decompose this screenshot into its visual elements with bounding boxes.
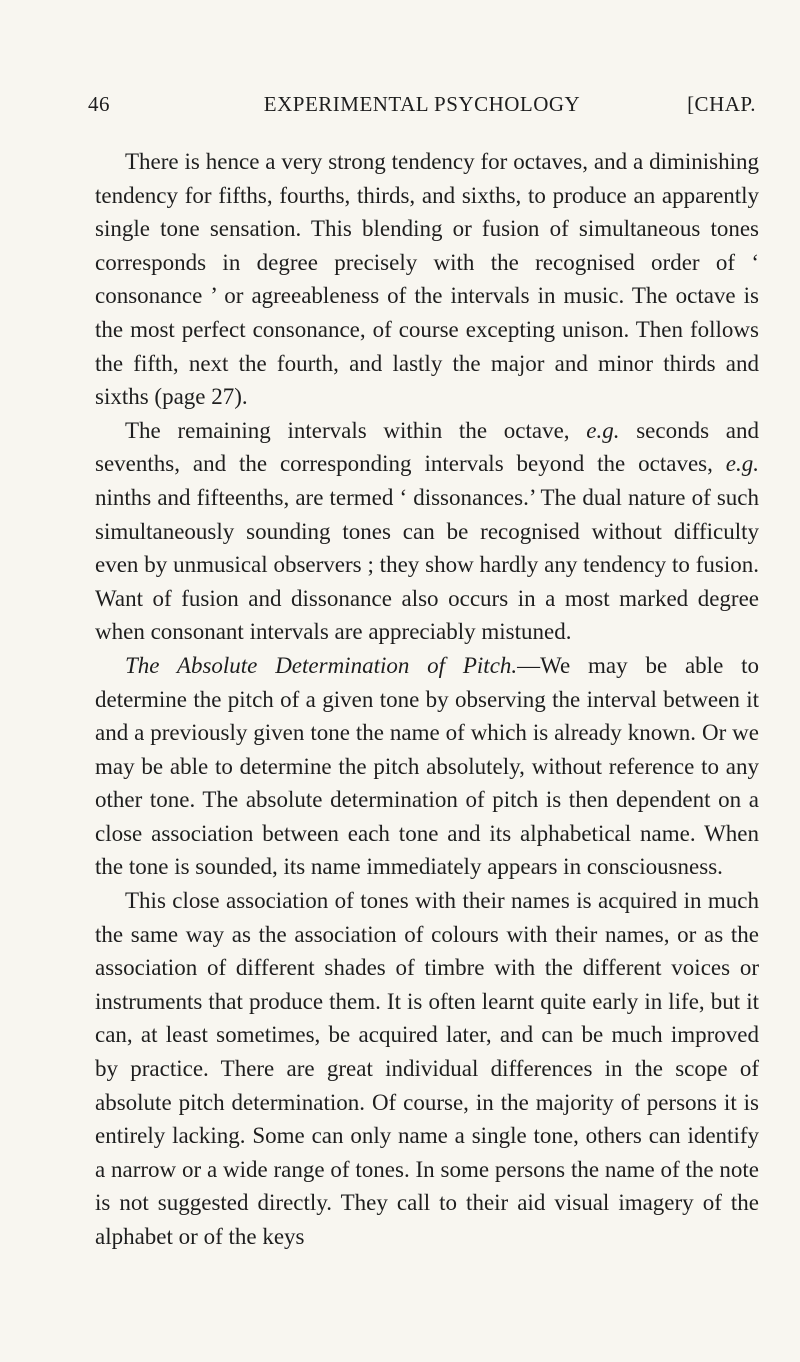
text-run: ninths and fifteenths, are termed ‘ dissonances.’ The dual nature of such simultaneously sounding tones can be recognised without difficulty even by unmusical observers ; they show hardly any tendency to fusion. Want of fusion and dissonance also occurs in a most marked degree when consonant intervals are appreciably mistuned. — [95, 484, 759, 645]
paragraph-dissonance — [95, 414, 759, 649]
chapter-mark: [CHAP. — [687, 92, 756, 116]
section-heading-italic: The Absolute Determination of Pitch. — [125, 652, 518, 678]
page-body — [95, 145, 759, 1254]
paragraph-absolute-pitch — [95, 649, 759, 884]
text-run: The remaining intervals within the octave, — [125, 417, 587, 443]
text-run: seconds and sevenths, and the corresponding intervals beyond the octaves, — [95, 417, 759, 477]
text-run: —We may be able to determine the pitch of a given tone by observing the interval between it and a previously given tone the name of which is already known. Or we may be able to determine the pitch absolutely, without reference to any other tone. The absolute determination of pitch is then dependent on a close association between each tone and its alphabetical name. When the tone is sounded, its name immediately appears in consciousness. — [95, 652, 759, 880]
italic-run: e.g. — [725, 451, 759, 477]
running-title: EXPERIMENTAL PSYCHOLOGY — [263, 92, 581, 116]
text-run: This close association of tones with their names is acquired in much the same way as the association of colours with their names, or as the association of different shades of timbre with the different voices or instruments that produce them. It is often learnt quite early in life, but it can, at least sometimes, be acquired later, and can be much improved by practice. There are great individual differences in the scope of absolute pitch determination. Of course, in the majority of persons it is entirely lacking. Some can only name a single tone, others can identify a narrow or a wide range of tones. In some persons the name of the note is not suggested directly. They call to their aid visual imagery of the alphabet or of the keys — [95, 888, 759, 1249]
paragraph-association — [95, 884, 759, 1254]
page-number: 46 — [88, 92, 110, 116]
text-run: There is hence a very strong tendency for octaves, and a diminishing tendency for fifths, fourths, thirds, and sixths, to produce an apparently single tone sensation. This blending or fusion of simultaneous tones corresponds in degree precisely with the recognised order of ‘ consonance ’ or agreeableness of the intervals in music. The octave is the most perfect consonance, of course excepting unison. Then follows the fifth, next the fourth, and lastly the major and minor thirds and sixths (page 27). — [95, 149, 759, 410]
italic-run: e.g. — [586, 417, 620, 443]
paragraph-consonance — [95, 145, 759, 414]
